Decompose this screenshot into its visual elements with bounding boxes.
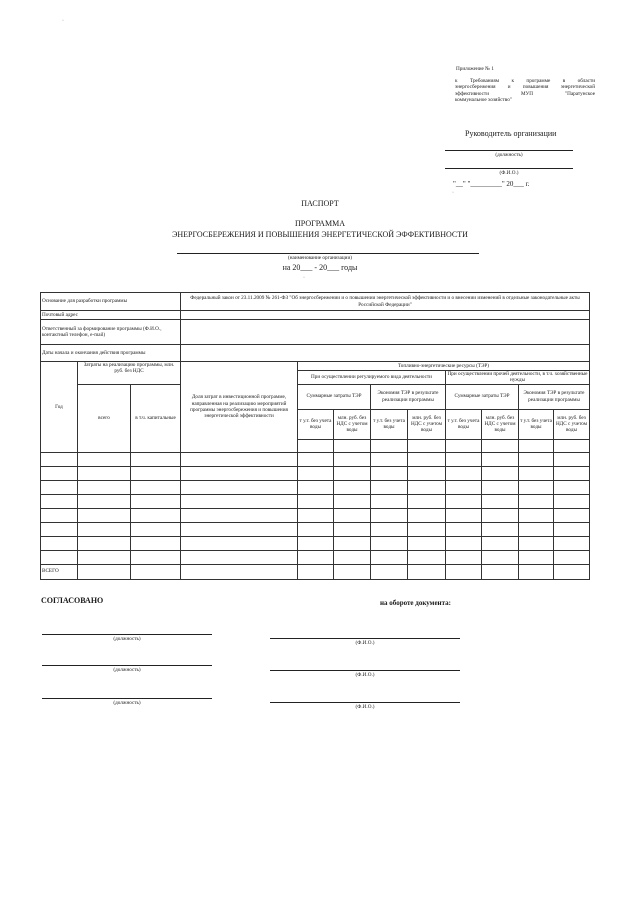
position-caption: (должность): [113, 667, 141, 673]
passport-table: [40, 292, 590, 580]
program-years: на 20___ - 20___ годы: [282, 263, 358, 272]
signature-line: [42, 634, 212, 635]
info-label: Основание для разработки программы: [41, 293, 181, 311]
info-value[interactable]: [181, 345, 590, 362]
appendix-line: эффективности МУП "Паратунское: [455, 90, 595, 97]
fio-caption: (Ф.И.О.): [355, 704, 375, 710]
col-mln: млн. руб. без НДС с учетом воды: [554, 409, 590, 439]
table-row: [41, 536, 590, 550]
total-row: [41, 564, 590, 579]
col-mln: млн. руб. без НДС с учетом воды: [482, 409, 519, 439]
passport-title: ПАСПОРТ: [301, 199, 339, 208]
col-other-header: При осуществлении прочей деятельности, в т.ч. хозяйственные нужды: [446, 371, 590, 385]
col-tut: т у.т. без учета воды: [371, 409, 408, 439]
approval-date: "__" "_________" 20___ г.: [453, 180, 530, 188]
program-title: ПРОГРАММА: [295, 219, 345, 228]
signature-line: [270, 670, 460, 671]
position-line: [445, 150, 573, 151]
fio-caption: (Ф.И.О.): [355, 672, 375, 678]
table-row: [41, 522, 590, 536]
table-row: [41, 480, 590, 494]
col-total-header: всего: [78, 384, 131, 452]
col-capital-header: в т.ч. капитальные: [131, 384, 181, 452]
info-row-address: [41, 311, 590, 320]
scan-speck: ·: [62, 18, 64, 24]
table-row: [41, 550, 590, 564]
appendix-block: [455, 66, 595, 104]
position-caption: (должность): [113, 636, 141, 642]
col-sum-ter-other: Суммарные затраты ТЭР: [446, 384, 519, 409]
appendix-line: энергосбережения и повышения энергетической: [455, 84, 595, 90]
signature-line: [42, 665, 212, 666]
table-row: [41, 452, 590, 466]
col-year-header: Год: [41, 362, 78, 453]
approval-head: Руководитель организации: [465, 129, 557, 138]
col-savings-other: Экономия ТЭР в результате реализации программы: [519, 384, 590, 409]
fio-caption: (Ф.И.О.): [499, 170, 519, 176]
table-row: [41, 466, 590, 480]
header-row-1: [41, 362, 590, 371]
col-savings-regulated: Экономия ТЭР в результате реализации программы: [371, 384, 446, 409]
agreed-label: СОГЛАСОВАНО: [41, 596, 104, 605]
appendix-line: коммунальное хозяйство": [455, 97, 512, 103]
signature-line: [42, 698, 212, 699]
fio-line: [445, 168, 573, 169]
info-row-basis: [41, 293, 590, 311]
info-label: Почтовый адрес: [41, 311, 181, 320]
position-caption: (должность): [113, 700, 141, 706]
info-value[interactable]: [181, 320, 590, 345]
col-costs-header: Затраты на реализацию программы, млн. руб. без НДС: [78, 362, 181, 385]
info-label: Даты начала и окончания действия программы: [41, 345, 181, 362]
info-value: Федеральный закон от 23.11.2009 № 261-ФЗ "Об энергосбережении и о повышении энергетической эффективности и о внесении изменений в отдельные законодательные акты Российской Федерации": [181, 293, 590, 311]
col-tut: т у.т. без учета воды: [298, 409, 334, 439]
scan-speck: ·: [452, 190, 454, 196]
info-row-dates: [41, 345, 590, 362]
table-row: [41, 494, 590, 508]
col-sum-ter-regulated: Суммарные затраты ТЭР: [298, 384, 371, 409]
signature-line: [270, 638, 460, 639]
table-row: [41, 508, 590, 522]
appendix-number: Приложение № 1: [456, 66, 494, 72]
info-row-responsible: [41, 320, 590, 345]
col-share-header: Доля затрат в инвестиционной программе, направленная на реализацию мероприятий программы энергосбережения и повышения энергетической эффективности: [181, 362, 298, 453]
org-name-caption: (наименование организации): [288, 255, 352, 261]
col-mln: млн. руб. без НДС с учетом воды: [408, 409, 446, 439]
fio-caption: (Ф.И.О.): [355, 640, 375, 646]
total-label: ВСЕГО: [41, 564, 78, 579]
reverse-note: на обороте документа:: [380, 599, 451, 607]
info-value[interactable]: [181, 311, 590, 320]
program-subtitle: ЭНЕРГОСБЕРЕЖЕНИЯ И ПОВЫШЕНИЯ ЭНЕРГЕТИЧЕСКОЙ ЭФФЕКТИВНОСТИ: [172, 230, 468, 239]
col-tut: т у.т. без учета воды: [519, 409, 554, 439]
appendix-line: к Требованиям к программе в области: [455, 77, 595, 84]
col-regulated-header: При осуществлении регулируемого вида деятельности: [298, 371, 446, 385]
info-label: Ответственный за формирование программы (Ф.И.О., контактный телефон, e-mail): [41, 320, 181, 345]
signature-line: [270, 702, 460, 703]
col-tut: т у.т. без учета воды: [446, 409, 482, 439]
position-caption: (должность): [495, 152, 523, 158]
org-name-line: [177, 253, 479, 254]
col-ter-header: Топливно-энергетические ресурсы (ТЭР): [298, 362, 590, 371]
header-row-3: [41, 384, 590, 409]
scan-speck: ·: [303, 275, 305, 281]
col-mln: млн. руб. без НДС с учетом воды: [334, 409, 371, 439]
